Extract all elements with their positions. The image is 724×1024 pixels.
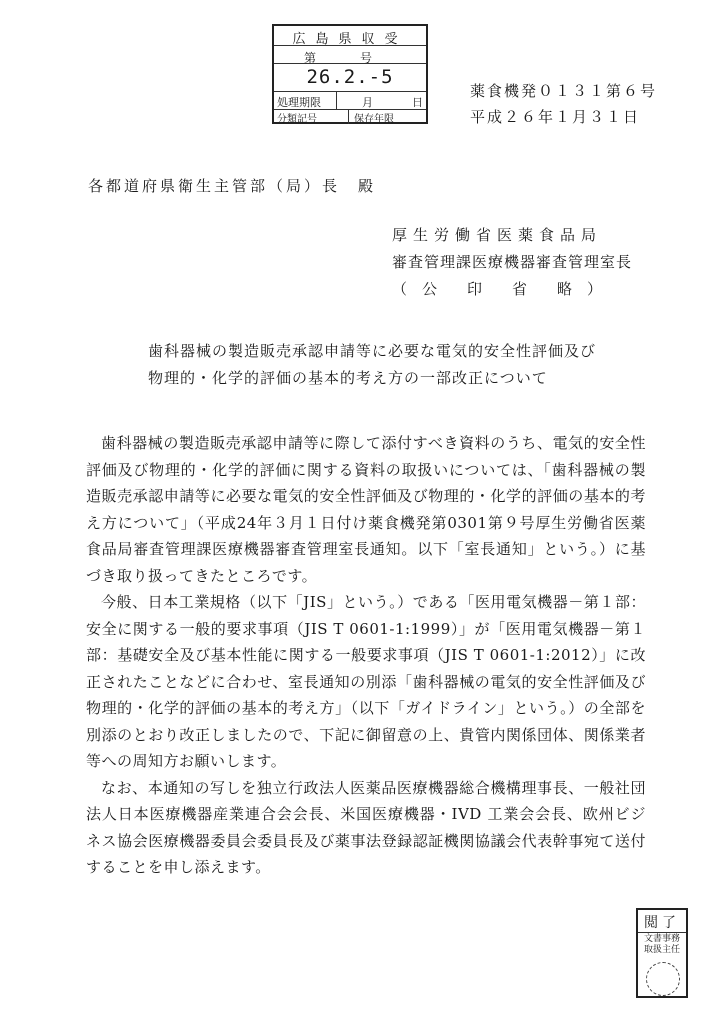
personal-seal-icon <box>646 962 680 996</box>
body-paragraph-2: 今般、日本工業規格（以下「JIS」という。）である「医用電気機器－第１部：安全に関する一般的要求事項（JIS T 0601-1:1999）」が「医用電気機器－第１部：基礎安全及び基本性能に関する一般要求事項（JIS T 0601-1:2012）」に改正されたことなどに合わせ、室長通知の別添「歯科器械の電気的安全性評価及び物理的・化学的評価の基本的考え方」（以下「ガイドライン」という。）の全部を別添のとおり改正しましたので、下記に御留意の上、貴管内関係団体、関係業者等への周知方お願いします。 <box>86 593 646 770</box>
addressee: 各都道府県衛生主管部（局）長 殿 <box>88 177 377 195</box>
sender-block <box>392 222 632 303</box>
stamp-deadline-label: 処理期限 <box>277 96 321 109</box>
document-body <box>86 430 646 881</box>
stamp-date-row <box>274 64 426 92</box>
clerk-label: 文書事務取扱主任 <box>643 934 680 955</box>
title-line-2: 物理的・化学的評価の基本的考え方の一部改正について <box>148 369 548 387</box>
body-paragraph-3: なお、本通知の写しを独立行政法人医薬品医療機器総合機構理事長、一般社団法人日本医療機器産業連合会会長、米国医療機器・IVD 工業会会長、欧州ビジネス協会医療機器委員会委員長及び薬事法登録認証機関協議会代表幹事宛て送付することを申し添えます。 <box>86 778 646 876</box>
stamp-deadline-row <box>274 92 426 110</box>
stamp-retention-label: 保存年限 <box>354 114 394 125</box>
stamp-number-label: 第号 <box>303 51 416 65</box>
title-line-1: 歯科器械の製造販売承認申請等に必要な電気的安全性評価及び <box>148 342 597 360</box>
stamp-category-row <box>274 110 426 124</box>
sender-bureau: 厚生労働省医薬食品局 <box>392 226 603 244</box>
document-number-block <box>470 78 657 130</box>
receipt-stamp <box>272 24 428 124</box>
stamp-month-label: 月 <box>362 96 373 109</box>
sender-seal-omitted: （ 公 印 省 略 ） <box>392 280 603 298</box>
document-date: 平成２６年１月３１日 <box>470 108 641 126</box>
stamp-title: 広島県収受 <box>292 32 408 47</box>
body-paragraph-1: 歯科器械の製造販売承認申請等に際して添付すべき資料のうち、電気的安全性評価及び物理的・化学的評価に関する資料の取扱いについては、「歯科器械の製造販売承認申請等に必要な電気的安全性評価及び物理的・化学的評価の基本的考え方について」（平成24年３月１日付け薬食機発第0301第９号厚生労働省医薬食品局審査管理課医療機器審査管理室長通知。以下「室長通知」という。）に基づき取り扱ってきたところです。 <box>86 434 646 585</box>
stamp-day-label: 日 <box>412 96 423 109</box>
document-number: 薬食機発０１３１第６号 <box>470 82 658 100</box>
stamp-category-label: 分類記号 <box>277 114 317 125</box>
stamp-date: 26.2.-5 <box>306 66 394 88</box>
review-complete-label: 閲了 <box>638 912 686 933</box>
document-title <box>148 338 596 392</box>
review-complete-stamp <box>636 908 688 998</box>
stamp-number-row <box>274 46 426 64</box>
sender-office: 審査管理課医療機器審査管理室長 <box>392 253 633 271</box>
stamp-title-row <box>274 26 426 46</box>
